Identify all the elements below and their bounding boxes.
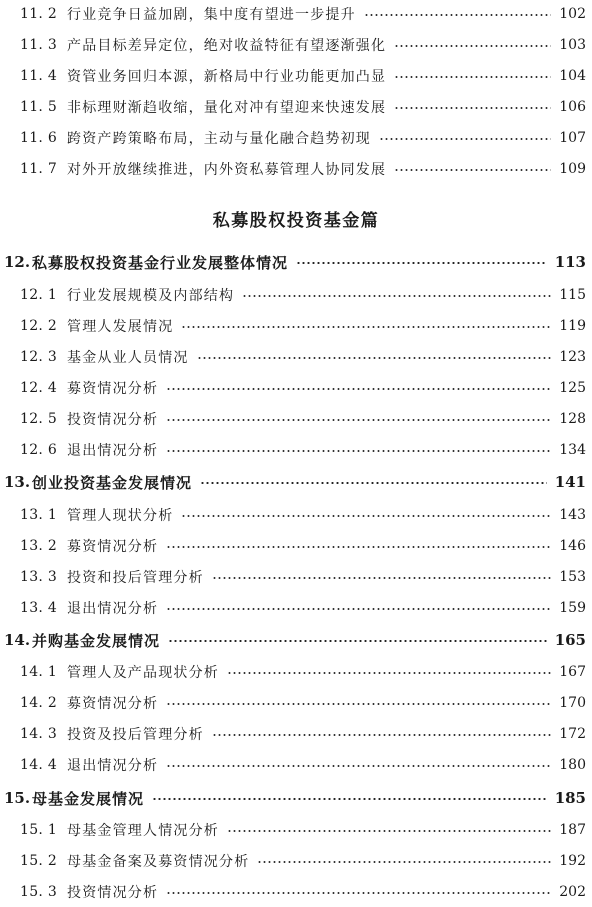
toc-chapter-12[interactable]	[0, 252, 592, 272]
dot-leader	[166, 450, 551, 452]
entry-number: 12. 5	[20, 411, 58, 427]
toc-chapter-14[interactable]	[0, 630, 592, 650]
entry-page-number: 107	[559, 130, 586, 146]
entry-page-number: 170	[559, 695, 586, 711]
dot-leader	[166, 419, 551, 421]
entry-page-number: 109	[559, 161, 586, 177]
chapter-number: 15.	[4, 789, 31, 807]
entry-number: 12. 1	[20, 287, 58, 303]
entry-page-number: 125	[559, 380, 586, 396]
toc-entry[interactable]	[0, 662, 592, 682]
chapter-page-number: 165	[554, 631, 586, 649]
chapter-title: 私募股权投资基金行业发展整体情况	[32, 253, 289, 272]
chapter-title: 并购基金发展情况	[32, 631, 161, 650]
toc-entry[interactable]	[0, 35, 592, 55]
chapter-page-number: 185	[554, 789, 586, 807]
entry-page-number: 153	[559, 569, 586, 585]
dot-leader	[227, 672, 551, 674]
entry-page-number: 106	[559, 99, 586, 115]
dot-leader	[181, 515, 551, 517]
entry-title: 行业竞争日益加剧，集中度有望进一步提升	[67, 7, 356, 23]
entry-title: 募资情况分析	[67, 381, 159, 397]
entry-title: 退出情况分析	[67, 601, 159, 617]
entry-page-number: 167	[559, 664, 586, 680]
toc-entry[interactable]	[0, 724, 592, 744]
entry-number: 11. 3	[20, 37, 58, 53]
entry-number: 14. 1	[20, 664, 58, 680]
entry-number: 11. 5	[20, 99, 58, 115]
dot-leader	[212, 577, 551, 579]
chapter-number: 12.	[4, 253, 31, 271]
dot-leader	[212, 734, 551, 736]
entry-page-number: 123	[559, 349, 586, 365]
dot-leader	[394, 107, 551, 109]
chapter-number: 14.	[4, 631, 31, 649]
toc-entry[interactable]	[0, 66, 592, 86]
entry-title: 对外开放继续推进，内外资私募管理人协同发展	[67, 162, 387, 178]
entry-page-number: 192	[559, 853, 586, 869]
entry-title: 退出情况分析	[67, 758, 159, 774]
chapter-page-number: 113	[554, 253, 586, 271]
dot-leader	[152, 798, 547, 800]
toc-entry[interactable]	[0, 693, 592, 713]
dot-leader	[200, 482, 547, 484]
entry-title: 退出情况分析	[67, 443, 159, 459]
entry-number: 12. 4	[20, 380, 58, 396]
dot-leader	[257, 861, 551, 863]
entry-page-number: 104	[559, 68, 586, 84]
toc-entry[interactable]	[0, 505, 592, 525]
chapter-number: 13.	[4, 473, 31, 491]
toc-entry[interactable]	[0, 851, 592, 871]
entry-page-number: 119	[559, 318, 586, 334]
chapter-page-number: 141	[554, 473, 586, 491]
entry-page-number: 187	[559, 822, 586, 838]
entry-number: 12. 3	[20, 349, 58, 365]
entry-number: 13. 4	[20, 600, 58, 616]
entry-title: 投资及投后管理分析	[67, 727, 204, 743]
toc-entry[interactable]	[0, 128, 592, 148]
entry-number: 11. 7	[20, 161, 58, 177]
entry-number: 15. 2	[20, 853, 58, 869]
toc-entry[interactable]	[0, 440, 592, 460]
dot-leader	[227, 830, 551, 832]
toc-entry[interactable]	[0, 97, 592, 117]
entry-page-number: 159	[559, 600, 586, 616]
entry-number: 14. 4	[20, 757, 58, 773]
toc-entry[interactable]	[0, 347, 592, 367]
entry-title: 管理人及产品现状分析	[67, 665, 219, 681]
toc-entry[interactable]	[0, 316, 592, 336]
toc-entry[interactable]	[0, 4, 592, 24]
entry-number: 13. 3	[20, 569, 58, 585]
entry-title: 基金从业人员情况	[67, 350, 189, 366]
toc-entry[interactable]	[0, 598, 592, 618]
entry-number: 13. 1	[20, 507, 58, 523]
toc-entry[interactable]	[0, 159, 592, 179]
dot-leader	[197, 357, 552, 359]
entry-title: 产品目标差异定位，绝对收益特征有望逐渐强化	[67, 38, 387, 54]
dot-leader	[166, 546, 551, 548]
toc-entry[interactable]	[0, 755, 592, 775]
toc-entry[interactable]	[0, 882, 592, 902]
dot-leader	[166, 765, 551, 767]
entry-title: 资管业务回归本源，新格局中行业功能更加凸显	[67, 69, 387, 85]
toc-entry[interactable]	[0, 285, 592, 305]
entry-number: 14. 3	[20, 726, 58, 742]
entry-title: 管理人发展情况	[67, 319, 174, 335]
entry-page-number: 128	[559, 411, 586, 427]
toc-entry[interactable]	[0, 536, 592, 556]
entry-page-number: 115	[559, 287, 586, 303]
entry-page-number: 180	[559, 757, 586, 773]
section-heading: 私募股权投资基金篇	[212, 211, 380, 231]
entry-title: 跨资产跨策略布局，主动与量化融合趋势初现	[67, 131, 371, 147]
toc-entry[interactable]	[0, 378, 592, 398]
chapter-title: 创业投资基金发展情况	[32, 473, 193, 492]
dot-leader	[296, 262, 547, 264]
entry-number: 14. 2	[20, 695, 58, 711]
dot-leader	[242, 295, 551, 297]
toc-chapter-13[interactable]	[0, 472, 592, 492]
entry-number: 13. 2	[20, 538, 58, 554]
dot-leader	[394, 169, 551, 171]
dot-leader	[166, 608, 551, 610]
entry-page-number: 202	[559, 884, 586, 900]
entry-page-number: 134	[559, 442, 586, 458]
entry-number: 11. 6	[20, 130, 58, 146]
entry-title: 非标理财渐趋收缩，量化对冲有望迎来快速发展	[67, 100, 387, 116]
entry-title: 母基金备案及募资情况分析	[67, 854, 250, 870]
entry-title: 募资情况分析	[67, 539, 159, 555]
dot-leader	[379, 138, 551, 140]
entry-title: 募资情况分析	[67, 696, 159, 712]
entry-page-number: 102	[559, 6, 586, 22]
toc-entry[interactable]	[0, 820, 592, 840]
dot-leader	[166, 703, 551, 705]
dot-leader	[181, 326, 551, 328]
dot-leader	[364, 14, 551, 16]
entry-page-number: 143	[559, 507, 586, 523]
dot-leader	[394, 76, 551, 78]
toc-chapter-15[interactable]	[0, 788, 592, 808]
entry-page-number: 103	[559, 37, 586, 53]
toc-entry[interactable]	[0, 567, 592, 587]
entry-title: 行业发展规模及内部结构	[67, 288, 235, 304]
entry-title: 母基金管理人情况分析	[67, 823, 219, 839]
dot-leader	[394, 45, 551, 47]
chapter-title: 母基金发展情况	[32, 789, 145, 808]
dot-leader	[168, 640, 547, 642]
entry-number: 15. 3	[20, 884, 58, 900]
entry-title: 投资情况分析	[67, 412, 159, 428]
toc-entry[interactable]	[0, 409, 592, 429]
entry-title: 投资和投后管理分析	[67, 570, 204, 586]
entry-title: 投资情况分析	[67, 885, 159, 901]
entry-page-number: 172	[559, 726, 586, 742]
dot-leader	[166, 388, 551, 390]
dot-leader	[166, 892, 551, 894]
entry-number: 12. 2	[20, 318, 58, 334]
entry-title: 管理人现状分析	[67, 508, 174, 524]
entry-number: 11. 4	[20, 68, 58, 84]
entry-number: 15. 1	[20, 822, 58, 838]
entry-number: 11. 2	[20, 6, 58, 22]
entry-page-number: 146	[559, 538, 586, 554]
entry-number: 12. 6	[20, 442, 58, 458]
